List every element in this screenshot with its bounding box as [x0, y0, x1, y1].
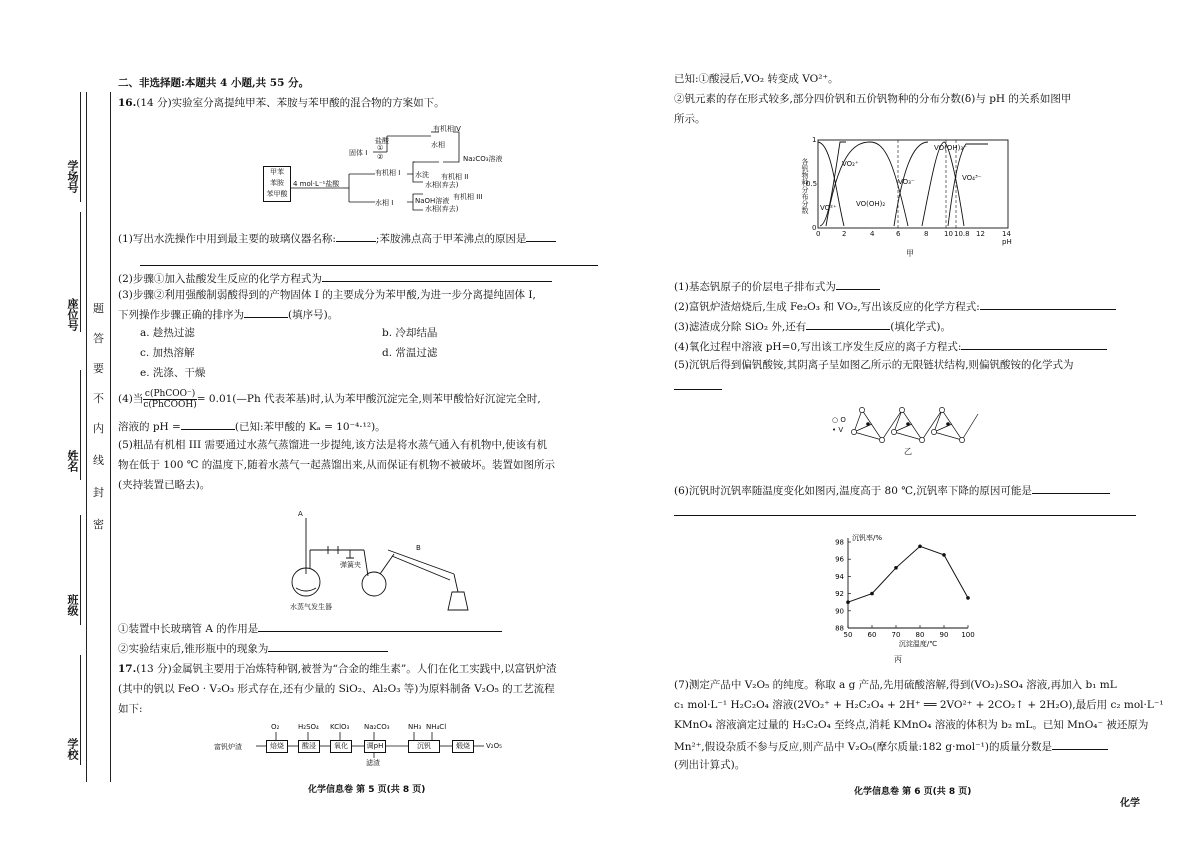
apparatus-drawing	[284, 510, 474, 614]
mixture-benzoic: 苯甲酸	[266, 190, 288, 198]
precipitation-rate-plot	[820, 528, 1000, 664]
r4-answer[interactable]	[961, 338, 1107, 350]
q16-3a: (3)步骤②利用强酸制弱酸得到的产物固体 I 的主要成分为苯甲酸,为进一步分离提纯固体 I,	[118, 289, 536, 301]
q17-text-a: (13 分)金属钒主要用于冶炼特种钢,被誉为“合金的维生素”。人们在化工实践中,以富钒炉渣	[136, 663, 557, 675]
organic-phase-4: 有机相IV	[433, 125, 461, 133]
x-tick-label: 70	[891, 631, 901, 639]
q16-5c: (夹持装置已略去)。	[118, 479, 211, 491]
organic-phase-3: 有机相 III	[453, 193, 483, 201]
q16-2-answer[interactable]	[322, 270, 552, 282]
y-tick-label: 96	[835, 555, 844, 564]
data-point	[894, 566, 898, 570]
chart-jia-xtick: 0	[816, 230, 821, 238]
q16-5b: 物在低于 100 ℃ 的温度下,随着水蒸气一起蒸馏出来,从而保证有机物不被破坏。装置如图所示	[118, 459, 555, 471]
binding-line-inner	[110, 92, 111, 782]
binding-line	[86, 92, 87, 782]
organic-phase-1: 有机相 I	[375, 169, 401, 177]
chart-jia-ytick: 1	[812, 136, 817, 144]
class-label: 班级	[66, 594, 79, 616]
q16-5e-text: ②实验结束后,锥形瓶中的现象为	[118, 643, 269, 655]
r2-answer[interactable]	[980, 298, 1116, 310]
q16-4c	[118, 418, 386, 435]
q17-stem-b: (其中的钒以 FeO · V₂O₃ 形式存在,还有少量的 SiO₂、Al₂O₃ 等)为原料制备 V₂O₅ 的工艺流程	[118, 683, 555, 695]
structure-caption: 乙	[904, 447, 912, 456]
school-label: 学校	[66, 738, 79, 760]
step-calcine: 煅烧	[452, 740, 474, 753]
reagent-h2so4: H₂SO₄	[298, 723, 319, 731]
y-tick-label: 92	[835, 590, 844, 599]
chart-jia-ytick: 0	[812, 224, 817, 232]
steam-generator-label: 水蒸气发生器	[290, 603, 332, 611]
r1	[674, 278, 880, 295]
legend-oxygen: ○ O	[832, 416, 846, 424]
slag-label: 富钒炉渣	[214, 743, 242, 751]
seat-number-label: 座位号	[66, 298, 79, 331]
seal-char: 封	[93, 486, 104, 499]
subject-corner: 化学	[1120, 798, 1140, 809]
q16-4c-text: 溶液的 pH =	[118, 421, 181, 433]
r7b: c₁ mol·L⁻¹ H₂C₂O₄ 溶液(2VO₂⁺ + H₂C₂O₄ + 2H⁺ ══ 2VO²⁺ + 2CO₂↑ + 2H₂O),最后用 c₂ mol·L⁻¹	[674, 699, 1164, 711]
q16-2-text: (2)步骤①加入盐酸发生反应的化学方程式为	[118, 273, 322, 285]
q16-1-answer-a[interactable]	[336, 230, 376, 242]
q16-1-answer-line[interactable]	[140, 254, 598, 266]
product-v2o5: V₂O₅	[486, 742, 502, 750]
q16-5d	[118, 620, 502, 637]
exam-room-label: 学场号	[66, 160, 79, 193]
step-1: ①	[377, 144, 384, 152]
waste-water-1: 水相(弃去)	[425, 181, 459, 189]
option-d: d. 常温过滤	[382, 347, 438, 359]
r7d-text: Mn²⁺,假设杂质不参与反应,则产品中 V₂O₅(摩尔质量:182 g·mol⁻¹)的质量分数是	[674, 741, 1052, 753]
filter-residue-label: 滤渣	[366, 759, 380, 767]
x-tick-label: 90	[939, 631, 949, 639]
seal-char: 内	[93, 422, 104, 435]
option-c: c. 加热溶解	[140, 347, 195, 359]
mixture-box	[263, 166, 291, 202]
spring-clamp-label: 弹簧夹	[340, 561, 361, 569]
species-vo3-minus: VO₃⁻	[898, 178, 915, 186]
chart-jia-xtick: 10	[944, 230, 953, 238]
q17-stem-a	[118, 662, 557, 677]
legend-vanadium: • V	[832, 426, 844, 434]
species-vo-2plus: VO²⁺	[820, 204, 837, 212]
tube-a-label: A	[298, 510, 303, 518]
y-tick-label: 90	[835, 607, 844, 616]
q16-3-answer[interactable]	[244, 306, 288, 318]
q16-1-text: (1)写出水洗操作中用到最主要的玻璃仪器名称:	[118, 233, 336, 245]
chart-jia-ylabel: 各钒物种分布分数	[801, 158, 809, 214]
x-tick-label: 80	[915, 631, 925, 639]
r7c: KMnO₄ 溶液滴定过量的 H₂C₂O₄ 至终点,消耗 KMnO₄ 溶液的体积为 b₂ mL。已知 MnO₄⁻ 被还原为	[674, 719, 1149, 731]
mixture-aniline: 苯胺	[270, 179, 284, 187]
q16-5a: (5)粗品有机相 III 需要通过水蒸气蒸馏进一步提纯,该方法是将水蒸气通入有机物中,使该有机	[118, 439, 548, 451]
school-blank[interactable]	[80, 655, 81, 765]
q16-2	[118, 270, 552, 287]
chart-jia-xtick: 2	[842, 230, 847, 238]
reagent-o2: O₂	[271, 723, 280, 731]
r6-answer-line[interactable]	[674, 504, 1136, 516]
seal-char: 要	[93, 362, 104, 375]
mixture-toluene: 甲苯	[270, 168, 284, 176]
seal-char: 线	[93, 454, 104, 467]
name-blank[interactable]	[80, 370, 81, 480]
q16-5-answer-2[interactable]	[268, 640, 388, 652]
known-2a: ②钒元素的存在形式较多,部分四价钒和五价钒物种的分布分数(δ)与 pH 的关系如图甲	[674, 93, 1072, 105]
chart-jia-xtick: 10.8	[954, 230, 970, 238]
wash-label: 水洗	[415, 171, 429, 179]
option-a: a. 趁热过滤	[140, 327, 195, 339]
species-vo-oh-2: VO(OH)₂	[856, 200, 886, 208]
exam-room-blank[interactable]	[80, 92, 81, 202]
x-tick-label: 100	[961, 631, 975, 639]
q16-3c-text: (填序号)。	[288, 309, 339, 321]
option-e: e. 洗涤、干燥	[140, 367, 206, 379]
step-2: ②	[377, 153, 384, 161]
binding-column	[0, 0, 112, 848]
r7e: (列出计算式)。	[674, 759, 746, 771]
r1-answer[interactable]	[836, 278, 880, 290]
reagent-nh4cl: NH₄Cl	[426, 723, 447, 731]
q16-5e	[118, 640, 388, 657]
y-tick-label: 94	[835, 572, 844, 581]
option-b: b. 冷却结晶	[382, 327, 438, 339]
chart-jia-xlabel: pH	[1002, 238, 1012, 246]
step-adjust-ph: 调pH	[364, 740, 386, 753]
r3	[674, 318, 951, 335]
q16-4-answer[interactable]	[181, 418, 235, 430]
data-point	[918, 545, 922, 549]
reagent-kclo3: KClO₃	[330, 723, 350, 731]
left-page	[118, 72, 618, 812]
q16-text: (14 分)实验室分离提纯甲苯、苯胺与苯甲酸的混合物的方案如下。	[136, 97, 445, 109]
right-page	[674, 72, 1174, 812]
q17-stem-c: 如下:	[118, 703, 143, 715]
species-vo4-3minus: VO₄³⁻	[962, 174, 982, 182]
chart-jia-xtick: 14	[1002, 230, 1011, 238]
distribution-plot	[798, 134, 1018, 262]
left-footer: 化学信息卷 第 5 页(共 8 页)	[308, 785, 426, 795]
seal-char: 答	[93, 332, 104, 345]
solid-1: 固体 I	[349, 149, 368, 157]
q16-3b-text: 下列操作步骤正确的排序为	[118, 309, 244, 321]
seat-number-blank[interactable]	[80, 212, 81, 332]
q16-1-text-b: ;苯胺沸点高于甲苯沸点的原因是	[375, 233, 527, 245]
q17-number: 17.	[118, 663, 137, 675]
known-2b: 所示。	[674, 113, 706, 125]
known-1: 已知:①酸浸后,VO₂ 转变成 VO²⁺。	[674, 73, 839, 85]
step-acid-leach: 酸浸	[298, 740, 320, 753]
step-precipitate: 沉钒	[408, 740, 440, 753]
naoh-label: NaOH溶液	[415, 197, 450, 205]
q16-stem	[118, 96, 445, 111]
q16-4d-text: (已知:苯甲酸的 Kₐ = 10⁻⁴·¹²)。	[234, 421, 386, 433]
r4-text: (4)氧化过程中溶液 pH=0,写出该工序发生反应的离子方程式:	[674, 341, 962, 353]
species-vo-oh-3: VO(OH)₃⁻	[934, 144, 967, 152]
q16-1-answer-b[interactable]	[526, 230, 556, 242]
q16-1	[118, 230, 556, 247]
q16-4	[118, 388, 541, 410]
waste-water-2: 水相(弃去)	[425, 205, 459, 213]
q16-5-answer-1[interactable]	[258, 620, 502, 632]
r3-text-b: (填化学式)。	[890, 321, 951, 333]
name-label: 姓名	[66, 450, 79, 472]
data-point	[846, 600, 850, 604]
reagent-nh3: NH₃	[408, 723, 422, 731]
q16-4-text-b: = 0.01(—Ph 代表苯基)时,认为苯甲酸沉淀完全,则苯甲酸恰好沉淀完全时,	[196, 393, 541, 405]
separation-flowchart	[263, 122, 523, 214]
vanadium-process-flowchart	[214, 720, 504, 768]
data-point	[870, 592, 874, 596]
chart-jia-xtick: 8	[924, 230, 929, 238]
metavanadate-chain	[832, 402, 982, 456]
water-phase-top: 水相	[431, 141, 445, 149]
concentration-ratio	[143, 389, 196, 410]
r4	[674, 338, 1107, 355]
r7d	[674, 738, 1108, 755]
ratio-numerator: c(PhCOO⁻)	[144, 388, 196, 399]
seal-char: 题	[93, 302, 104, 315]
ratio-denominator: c(PhCOOH)	[143, 399, 197, 410]
steam-distillation-apparatus	[284, 510, 474, 614]
data-point	[966, 596, 970, 600]
y-tick-label: 88	[835, 624, 844, 633]
series-line	[848, 546, 968, 602]
r6-answer-a[interactable]	[1032, 482, 1110, 494]
condenser-b-label: B	[416, 544, 421, 552]
seal-char: 不	[93, 392, 104, 405]
q16-number: 16.	[118, 97, 137, 109]
species-vo2-plus: VO₂⁺	[842, 160, 859, 168]
right-footer: 化学信息卷 第 6 页(共 8 页)	[854, 787, 972, 797]
r3-text-a: (3)滤渣成分除 SiO₂ 外,还有	[674, 321, 807, 333]
r2	[674, 298, 1116, 315]
chart-jia-caption: 甲	[906, 249, 914, 258]
y-axis-label: 沉钒率/%	[852, 534, 883, 542]
seal-char: 密	[93, 518, 104, 531]
r7-answer[interactable]	[1052, 738, 1108, 750]
chart-jia-xtick: 12	[976, 230, 985, 238]
class-blank[interactable]	[80, 515, 81, 625]
section-title: 二、非选择题:本题共 4 小题,共 55 分。	[118, 77, 310, 89]
reagent-na2co3: Na₂CO₃	[364, 723, 390, 731]
precipitation-rate-chart	[820, 528, 1000, 664]
r5a: (5)沉钒后得到偏钒酸铵,其阴离子呈如图乙所示的无限链状结构,则偏钒酸铵的化学式为	[674, 359, 1074, 371]
water-phase-1: 水相 I	[375, 199, 394, 207]
q16-3b	[118, 306, 338, 323]
r7a: (7)测定产品中 V₂O₅ 的纯度。称取 a g 产品,先用硫酸溶解,得到(VO₂)₂SO₄ 溶液,再加入 b₁ mL	[674, 679, 1117, 691]
hcl-label: 盐酸	[375, 137, 389, 145]
r6	[674, 482, 1110, 499]
r5-answer[interactable]	[674, 378, 722, 390]
r2-text: (2)富钒炉渣焙烧后,生成 Fe₂O₃ 和 VO₂,写出该反应的化学方程式:	[674, 301, 980, 313]
q16-4-text-a: (4)当	[118, 393, 144, 405]
r6-text: (6)沉钒时沉钒率随温度变化如图丙,温度高于 80 ℃,沉钒率下降的原因可能是	[674, 485, 1032, 497]
chart-jia-xtick: 6	[896, 230, 901, 238]
chart-bing-caption: 丙	[894, 655, 902, 664]
x-tick-label: 60	[867, 631, 877, 639]
q16-5d-text: ①装置中长玻璃管 A 的作用是	[118, 623, 259, 635]
acid-label: 4 mol·L⁻¹盐酸	[293, 180, 340, 188]
data-point	[942, 553, 946, 557]
distribution-chart	[798, 134, 1018, 262]
organic-phase-2: 有机相 II	[441, 173, 469, 181]
step-roast: 焙烧	[266, 740, 288, 753]
chart-jia-xtick: 4	[870, 230, 875, 238]
r1-text: (1)基态钒原子的价层电子排布式为	[674, 281, 836, 293]
y-tick-label: 98	[835, 538, 844, 547]
r3-answer[interactable]	[806, 318, 890, 330]
x-axis-label: 沉淀温度/℃	[898, 640, 938, 648]
sodium-carbonate-label: Na₂CO₃溶液	[463, 155, 503, 163]
chart-jia-ytick: 0.5	[806, 180, 818, 188]
step-oxidize: 氧化	[330, 740, 352, 753]
x-tick-label: 50	[843, 631, 853, 639]
